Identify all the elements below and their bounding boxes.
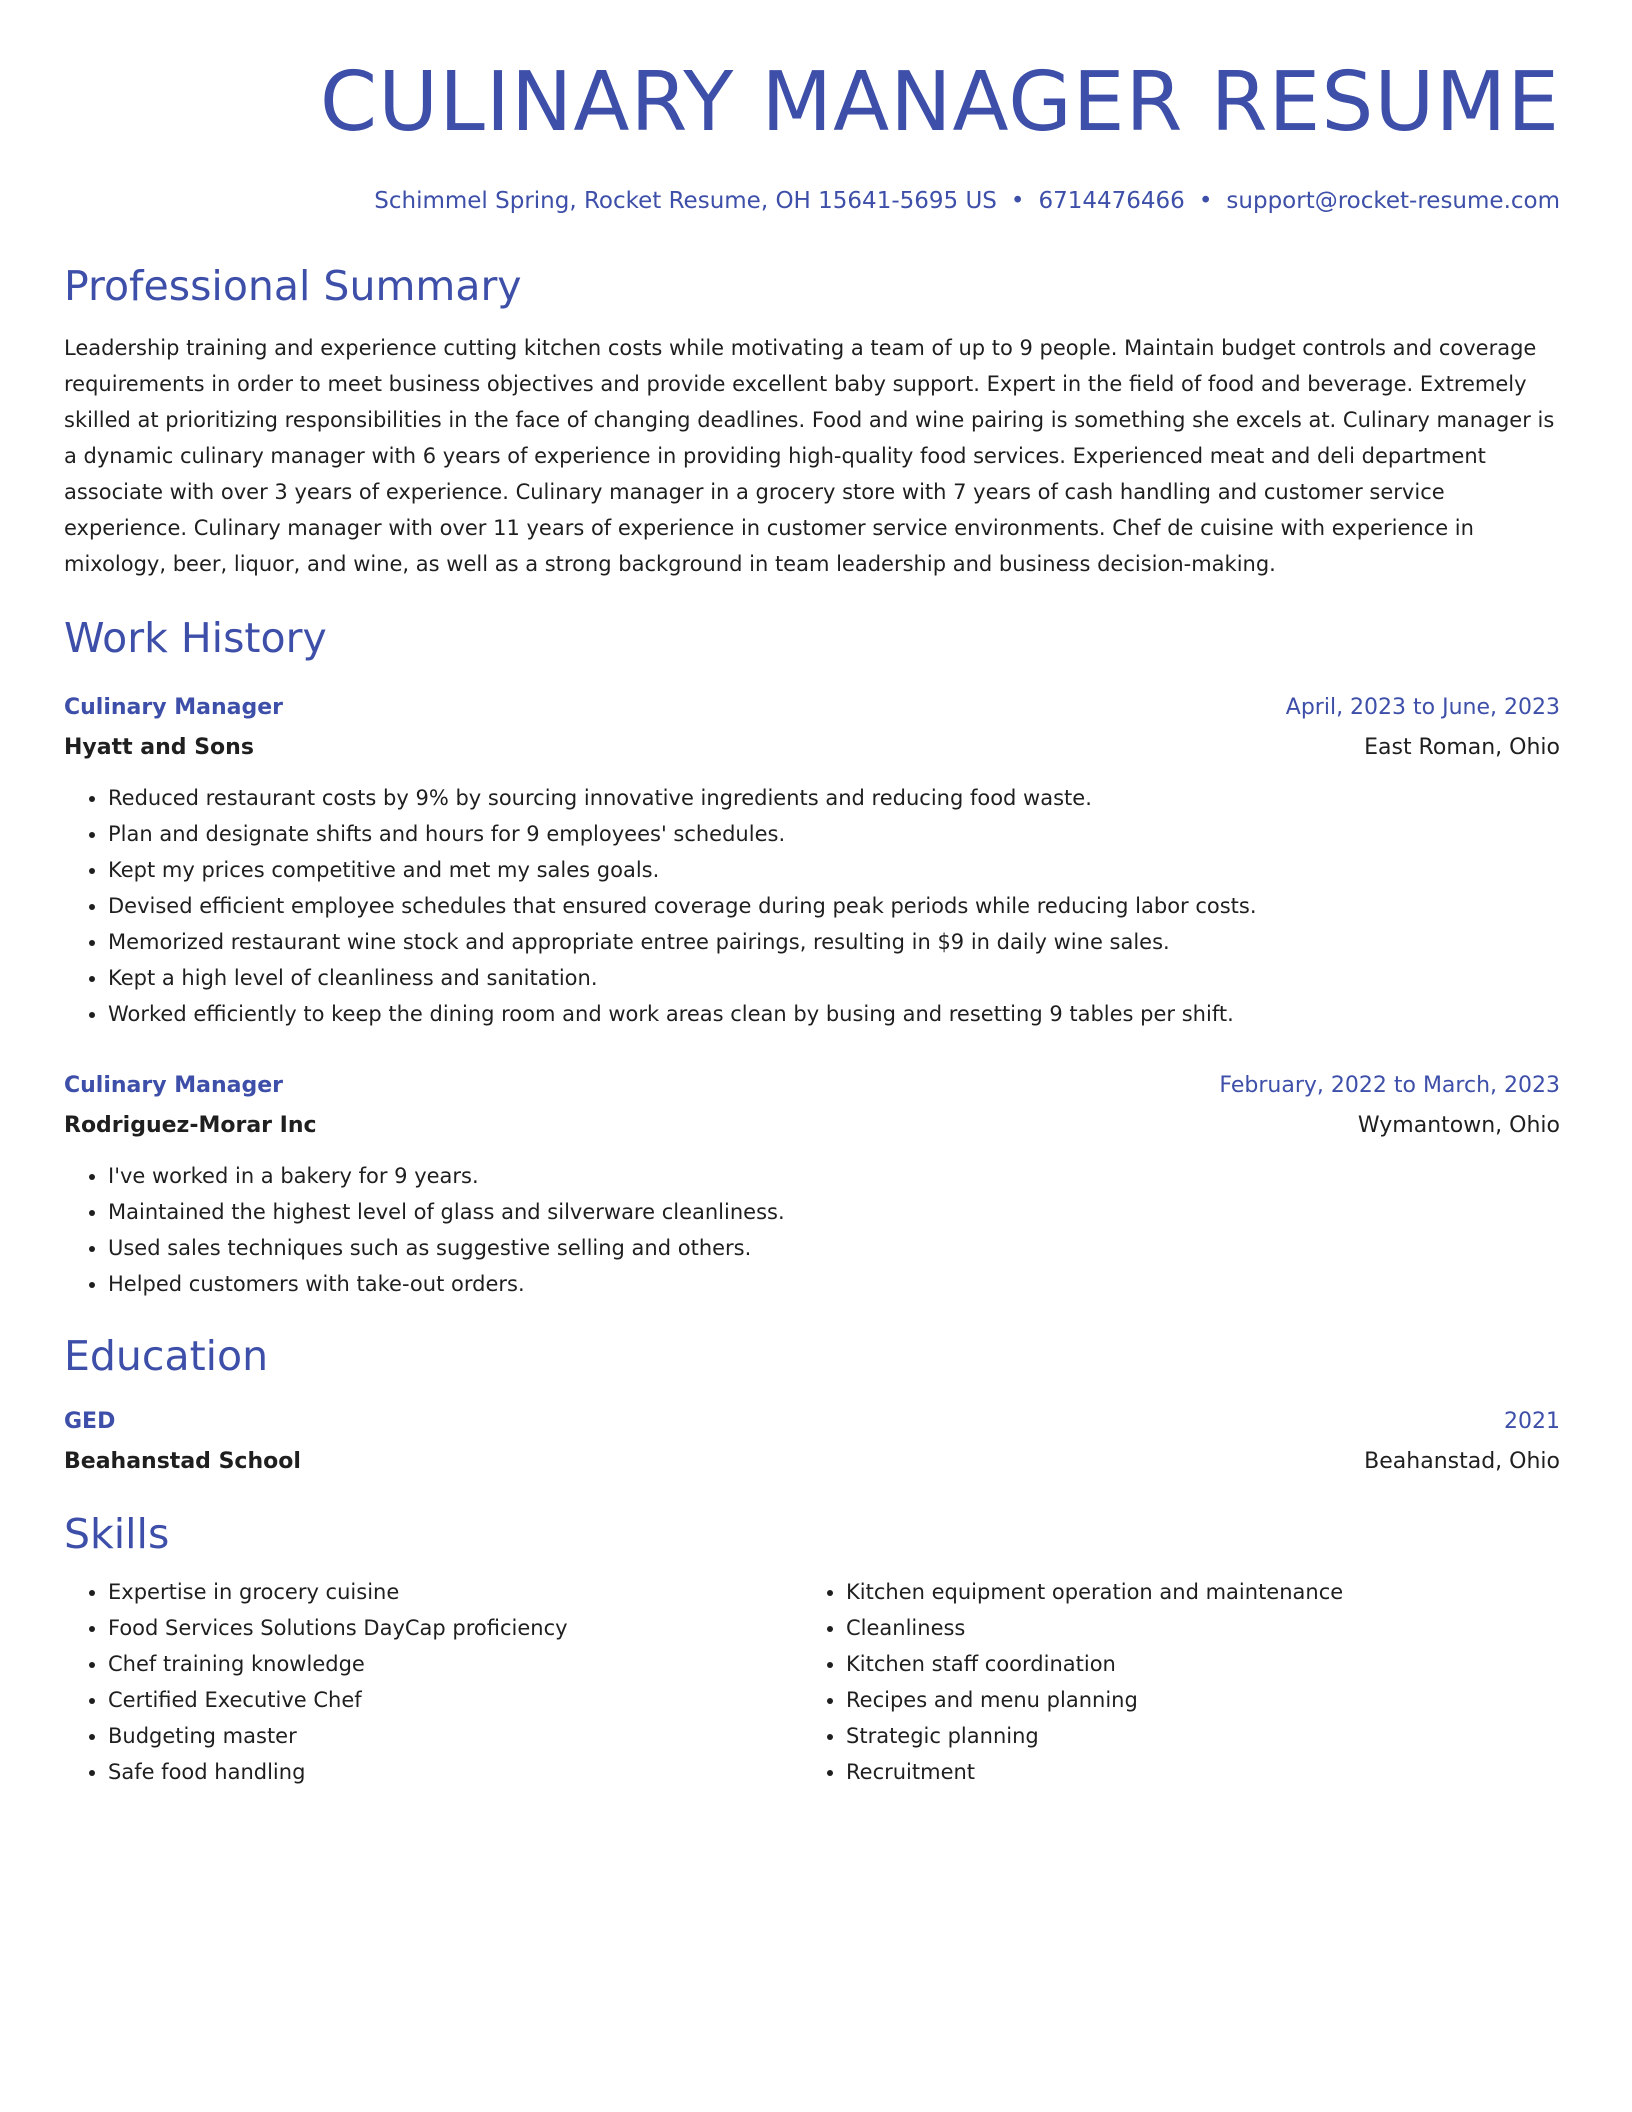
job-bullet: • Worked efficiently to keep the dining room and work areas clean by busing and resetting 9 tables per shift. — [108, 996, 1560, 1032]
education-entry — [64, 1402, 1560, 1482]
education-heading: Education — [64, 1332, 269, 1380]
education-location: Beahanstad, Ohio — [1364, 1449, 1560, 1474]
job-bullet: • Memorized restaurant wine stock and appropriate entree pairings, resulting in $9 in daily wine sales. — [108, 924, 1560, 960]
resume-page — [64, 48, 1560, 1790]
job-role: Culinary Manager — [64, 695, 284, 720]
job-entry — [64, 688, 1560, 1032]
job-bullet: • Kept my prices competitive and met my sales goals. — [108, 852, 1560, 888]
job-dates: February, 2022 to March, 2023 — [1219, 1073, 1560, 1098]
skill-item: • Recipes and menu planning — [846, 1682, 1540, 1718]
contact-email: support@rocket-resume.com — [1226, 188, 1560, 214]
skill-item: • Recruitment — [846, 1754, 1540, 1790]
job-bullet: • I've worked in a bakery for 9 years. — [108, 1158, 1560, 1194]
job-entry — [64, 1066, 1560, 1302]
job-bullets — [64, 1158, 1560, 1302]
job-title-row — [64, 688, 1560, 728]
job-bullet: • Used sales techniques such as suggestive selling and others. — [108, 1230, 1560, 1266]
skills-list — [64, 1574, 1560, 1790]
job-dates: April, 2023 to June, 2023 — [1285, 695, 1560, 720]
job-bullet: • Reduced restaurant costs by 9% by sourcing innovative ingredients and reducing food waste. — [108, 780, 1560, 816]
education-year: 2021 — [1504, 1409, 1560, 1434]
job-bullet: • Kept a high level of cleanliness and sanitation. — [108, 960, 1560, 996]
contact-separator: • — [1198, 188, 1213, 214]
job-company-row — [64, 1106, 1560, 1146]
work-history-heading: Work History — [64, 614, 327, 662]
job-company: Rodriguez-Morar Inc — [64, 1113, 317, 1138]
contact-line — [64, 184, 1560, 218]
job-bullet: • Devised efficient employee schedules that ensured coverage during peak periods while reducing labor costs. — [108, 888, 1560, 924]
job-bullet: • Plan and designate shifts and hours for 9 employees' schedules. — [108, 816, 1560, 852]
education-degree-row — [64, 1402, 1560, 1442]
education-degree: GED — [64, 1409, 116, 1434]
summary-text: Leadership training and experience cutting kitchen costs while motivating a team of up to 9 people. Maintain budget controls and coverage requirements in order to meet business objectives and provide excellent baby support. Expert in the field of food and beverage. Extremely skilled at prioritizing responsibilities in the face of changing deadlines. Food and wine pairing is something she excels at. Culinary manager is a dynamic culinary manager with 6 years of experience in providing high-quality food services. Experienced meat and deli department associate with over 3 years of experience. Culinary manager in a grocery store with 7 years of cash handling and customer service experience. Culinary manager with over 11 years of experience in customer service environments. Chef de cuisine with experience in mixology, beer, liquor, and wine, as well as a strong background in team leadership and business decision-making. — [64, 336, 1555, 576]
skill-item: • Budgeting master — [108, 1718, 802, 1754]
job-location: East Roman, Ohio — [1364, 735, 1560, 760]
skills-column-right — [802, 1574, 1540, 1790]
skill-item: • Kitchen equipment operation and maintenance — [846, 1574, 1540, 1610]
skill-item: • Kitchen staff coordination — [846, 1646, 1540, 1682]
resume-title: CULINARY MANAGER RESUME — [319, 55, 1560, 150]
job-role: Culinary Manager — [64, 1073, 284, 1098]
skill-item: • Chef training knowledge — [108, 1646, 802, 1682]
skill-item: • Safe food handling — [108, 1754, 802, 1790]
contact-phone: 6714476466 — [1038, 188, 1185, 214]
job-bullet: • Helped customers with take-out orders. — [108, 1266, 1560, 1302]
skills-bullets-left — [64, 1574, 802, 1790]
job-bullet: • Maintained the highest level of glass and silverware cleanliness. — [108, 1194, 1560, 1230]
skill-item: • Expertise in grocery cuisine — [108, 1574, 802, 1610]
job-title-row — [64, 1066, 1560, 1106]
contact-address: Schimmel Spring, Rocket Resume, OH 15641-5695 US — [374, 188, 997, 214]
education-school: Beahanstad School — [64, 1449, 301, 1474]
job-bullets — [64, 780, 1560, 1032]
skill-item: • Strategic planning — [846, 1718, 1540, 1754]
job-location: Wymantown, Ohio — [1357, 1113, 1560, 1138]
skills-bullets-right — [802, 1574, 1540, 1790]
job-company: Hyatt and Sons — [64, 735, 254, 760]
education-school-row — [64, 1442, 1560, 1482]
skills-column-left — [64, 1574, 802, 1790]
skill-item: • Cleanliness — [846, 1610, 1540, 1646]
job-company-row — [64, 728, 1560, 768]
contact-separator: • — [1010, 188, 1025, 214]
skill-item: • Food Services Solutions DayCap proficiency — [108, 1610, 802, 1646]
summary-heading: Professional Summary — [64, 262, 522, 310]
skills-heading: Skills — [64, 1510, 170, 1558]
skill-item: • Certified Executive Chef — [108, 1682, 802, 1718]
